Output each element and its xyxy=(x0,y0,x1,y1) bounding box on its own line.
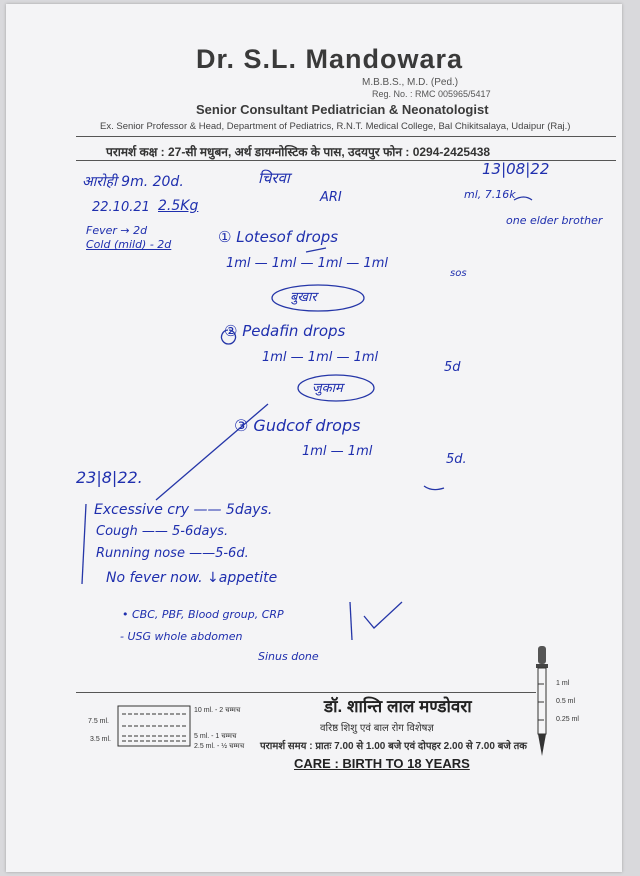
footer-doctor-name-hindi: डॉ. शान्ति लाल मण्डोवरा xyxy=(324,697,472,716)
rx1-name: ① Lotesof drops xyxy=(218,228,339,246)
cup-label-3-5: 3.5 ml. xyxy=(90,736,112,743)
rx2-bubble xyxy=(298,375,374,401)
doctor-name: Dr. S.L. Mandowara xyxy=(196,44,464,74)
investigation-usg: - USG whole abdomen xyxy=(120,630,243,643)
registration-number: Reg. No. : RMC 005965/5417 xyxy=(372,89,491,99)
visit-date-2: 23|8|22. xyxy=(76,468,143,487)
rx3-days: 5d. xyxy=(446,452,467,467)
complaint-cry: Excessive cry —— 5days. xyxy=(94,502,273,518)
rx2-circle xyxy=(222,330,236,344)
dropper-icon xyxy=(530,644,554,764)
rx2-days: 5d xyxy=(444,360,461,375)
history-cold: Cold (mild) - 2d xyxy=(86,238,172,251)
doctor-title: Senior Consultant Pediatrician & Neonatologist xyxy=(196,102,489,117)
complaint-cough: Cough —— 5-6days. xyxy=(96,524,229,539)
top-right-note-1: ml, 7.16k xyxy=(464,188,516,201)
doctor-degrees: M.B.B.S., M.D. (Ped.) xyxy=(362,77,459,88)
investigation-sinus: Sinus done xyxy=(258,650,319,663)
weight: 2.5Kg xyxy=(158,198,199,214)
dropper-label-0-25: 0.25 ml xyxy=(556,716,579,723)
dropper-label-0-5: 0.5 ml xyxy=(556,698,576,705)
dropper-label-1: 1 ml xyxy=(556,680,570,687)
rx1-bubble-label: बुखार xyxy=(290,290,317,305)
footer-specialty-hindi: वरिष्ठ शिशु एवं बाल रोग विशेषज्ञ xyxy=(320,723,434,734)
investigation-blood: • CBC, PBF, Blood group, CRP xyxy=(122,608,284,621)
complaint-bracket xyxy=(82,504,86,584)
complaint-no-fever: No fever now. ↓appetite xyxy=(106,570,278,586)
top-right-note-2: one elder brother xyxy=(506,214,603,227)
cup-label-10: 10 ml. - 2 चम्मच xyxy=(194,707,241,714)
rx3-dose: 1ml — 1ml xyxy=(302,444,373,459)
cup-label-5: 5 ml. - 1 चम्मच xyxy=(194,733,237,740)
prescription-sheet xyxy=(6,4,622,872)
rx2-name: ② Pedafin drops xyxy=(224,322,346,340)
ex-position: Ex. Senior Professor & Head, Department of Pediatrics, R.N.T. Medical College, Bal Chikitsalaya, Udaipur (Raj.) xyxy=(100,121,571,132)
caregiver-name: चिरवा xyxy=(258,169,290,187)
investigation-bracket xyxy=(350,602,352,640)
check-mark xyxy=(364,602,402,628)
footer-divider xyxy=(76,692,536,693)
rx1-note: sos xyxy=(450,268,467,279)
history-fever: Fever → 2d xyxy=(86,224,148,237)
diagnosis: ARI xyxy=(320,190,342,205)
footer-care-tagline: CARE : BIRTH TO 18 YEARS xyxy=(294,756,470,771)
patient-name: आरोही 9m. 20d. xyxy=(82,174,184,190)
cup-label-2-5: 2.5 ml. - ½ चम्मच xyxy=(194,743,245,750)
rx2-bubble-label: जुकाम xyxy=(312,381,343,396)
rx1-dose: 1ml — 1ml — 1ml — 1ml xyxy=(226,256,388,271)
complaint-running-nose: Running nose ——5-6d. xyxy=(96,546,249,561)
date-of-birth: 22.10.21 xyxy=(92,200,150,215)
footer-timings-hindi: परामर्श समय : प्रातः 7.00 से 1.00 बजे एवं दोपहर 2.00 से 7.00 बजे तक xyxy=(260,741,527,752)
clinic-address: परामर्श कक्ष : 27-सी मधुबन, अर्थ डायग्नोस्टिक के पास, उदयपुर फोन : 0294-2425438 xyxy=(106,145,491,159)
pen-slash xyxy=(156,404,268,500)
rx3-name: ③ Gudcof drops xyxy=(234,416,361,435)
rx1-bubble xyxy=(272,285,364,311)
visit-date-1: 13|08|22 xyxy=(482,160,550,178)
cup-label-7-5: 7.5 ml. xyxy=(88,718,110,725)
rx2-dose: 1ml — 1ml — 1ml xyxy=(262,350,379,365)
